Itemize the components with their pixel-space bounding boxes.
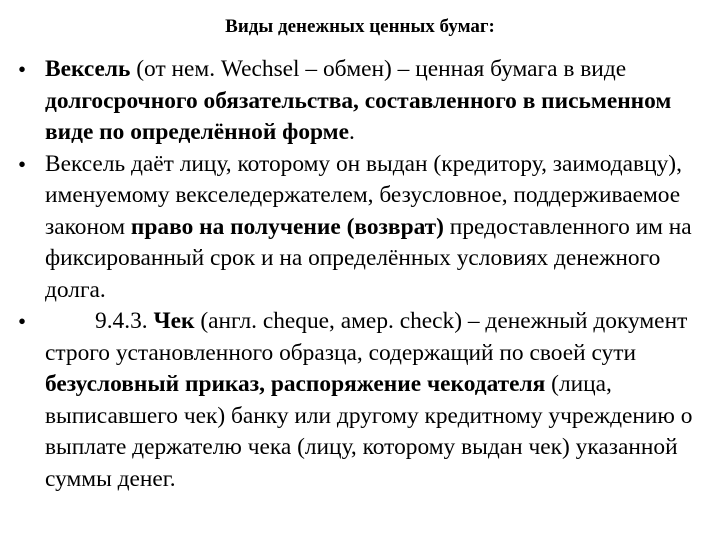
bullet-list [18, 54, 713, 495]
emphasis-order: безусловный приказ, распоряжение чекодателя [45, 371, 546, 397]
term-veksel: Вексель [45, 56, 131, 82]
bullet-item-veksel-definition [18, 54, 713, 149]
text-segment: предоставленного им на фиксированный срок и на определённых условиях денежного долга. [45, 213, 692, 303]
text-segment: (лица, выписавшего чек) банку или другому кредитному учреждению о выплате держателю чека (лицу, которому выдан чек) указанной суммы денег. [45, 371, 693, 492]
bullet-marker: • [18, 309, 27, 334]
slide-title: Виды денежных ценных бумаг: [225, 16, 495, 37]
bullet-marker: • [18, 151, 27, 177]
term-cheque: Чек [153, 308, 195, 334]
emphasis-obligation: долгосрочного обязательства, составленного в письменном виде по определённой форме [45, 87, 672, 145]
bullet-item-cheque [18, 306, 713, 495]
text-segment: Вексель даёт лицу, которому он выдан (кредитору, заимодавцу), именуемому векселедержателем, безусловное, поддерживаемое законом [45, 150, 682, 240]
text-segment: . [349, 119, 355, 145]
text-segment: (от нем. Wechsel – обмен) – ценная бумага в виде [130, 56, 627, 82]
bullet-item-veksel-right [18, 149, 713, 307]
bullet-marker: • [18, 57, 27, 82]
text-segment: (англ. cheque, амер. check) – денежный документ строго установленного образца, содержащий по своей сути [45, 308, 688, 366]
emphasis-right: право на получение (возврат) [130, 213, 444, 240]
section-number: 9.4.3. [95, 308, 154, 334]
